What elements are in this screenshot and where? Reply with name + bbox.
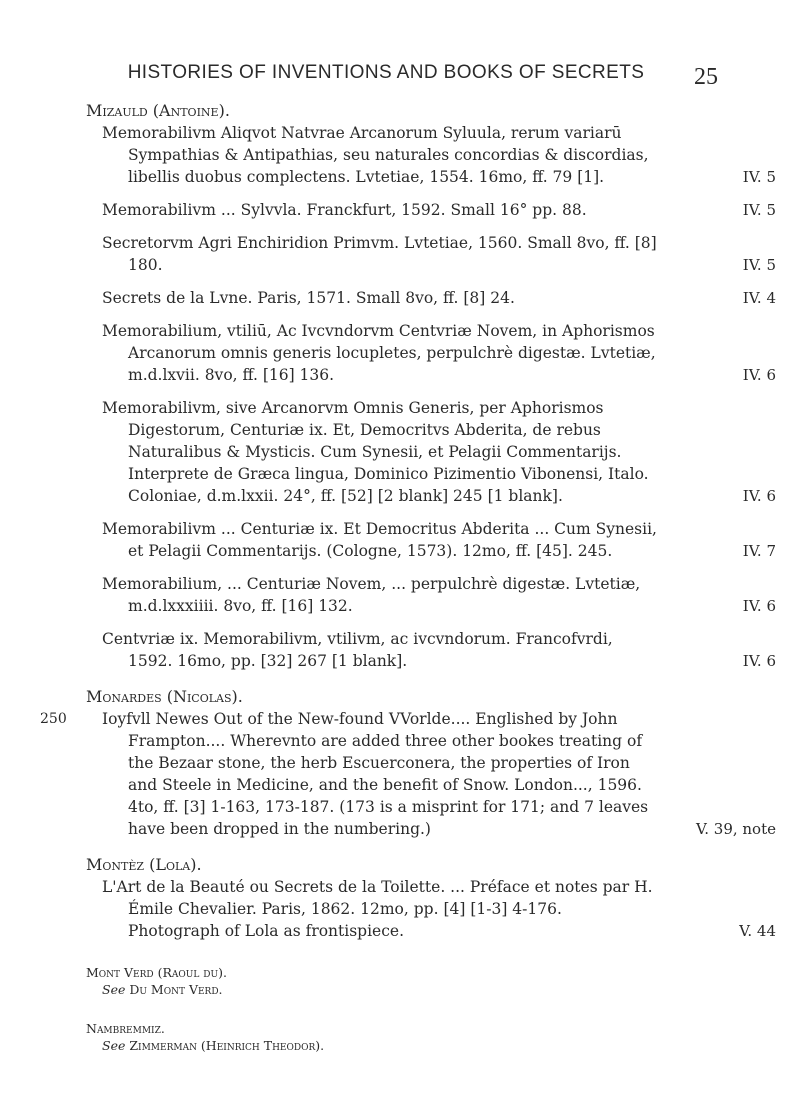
- entry-reference: IV. 6: [742, 366, 776, 384]
- bibliography-entry: 250 Ioyfvll Newes Out of the New-found VVorlde.... Englished by John Frampton.... Wherevnto are added three other bookes treating of the Bezaar stone, the herb Escuerconera, the properties of Iron and Steele in Medicine, and the benefit of Snow. London..., 1596. 4to, ff. [3] 1-163, 173-187. (173 is a misprint for 171; and 7 leaves have been dropped in the numbering.) V. 39, note: [40, 710, 776, 838]
- bibliography-entry: Memorabilivm ... Centuriæ ix. Et Democritus Abderita ... Cum Synesii, et Pelagii Commentarijs. (Cologne, 1573). 12mo, ff. [45]. 245. IV. 7: [102, 520, 776, 560]
- cross-ref-see: See Du Mont Verd.: [102, 982, 223, 997]
- cross-ref-author: Nambremmiz.: [86, 1021, 165, 1036]
- bibliography-entry: Centvriæ ix. Memorabilivm, vtilivm, ac ivcvndorum. Francofvrdi, 1592. 16mo, pp. [32] 267 [1 blank]. IV. 6: [102, 630, 776, 670]
- entry-reference: V. 39, note: [696, 820, 776, 838]
- margin-number: 250: [40, 711, 67, 727]
- cross-ref-author: Mont Verd (Raoul du).: [86, 965, 227, 980]
- entry-reference: IV. 4: [742, 289, 776, 307]
- page-number: 25: [694, 64, 718, 90]
- entry-reference: IV. 5: [742, 168, 776, 186]
- running-header: HISTORIES OF INVENTIONS AND BOOKS OF SECRETS: [127, 62, 645, 83]
- bibliography-entry: Memorabilivm ... Sylvvla. Franckfurt, 1592. Small 16° pp. 88. IV. 5: [102, 201, 776, 219]
- entry-reference: IV. 6: [742, 597, 776, 615]
- bibliography-entry: Memorabilivm, sive Arcanorvm Omnis Generis, per Aphorismos Digestorum, Centuriæ ix. Et, Democritvs Abderita, de rebus Naturalibus & Mysticis. Cum Synesii, et Pelagii Commentarijs. Interprete de Græca lingua, Dominico Pizimentio Vibonensi, Italo. Coloniae, d.m.lxxii. 24°, ff. [52] [2 blank] 245 [1 blank]. IV. 6: [102, 399, 776, 505]
- bibliography-entry: Memorabilium, ... Centuriæ Novem, ... perpulchrè digestæ. Lvtetiæ, m.d.lxxxiiii. 8vo, ff. [16] 132. IV. 6: [102, 575, 776, 615]
- author-heading: Mizauld (Antoine).: [86, 101, 230, 120]
- bibliography-entry: Secrets de la Lvne. Paris, 1571. Small 8vo, ff. [8] 24. IV. 4: [102, 289, 776, 307]
- entry-reference: IV. 7: [742, 542, 776, 560]
- entry-reference: IV. 5: [742, 256, 776, 274]
- entry-reference: IV. 5: [742, 201, 776, 219]
- cross-ref-see: See Zimmerman (Heinrich Theodor).: [102, 1038, 325, 1053]
- bibliography-entry: Memorabilium, vtiliū, Ac Ivcvndorvm Centvriæ Novem, in Aphorismos Arcanorum omnis generis locupletes, perpulchrè digestæ. Lvtetiæ, m.d.lxvii. 8vo, ff. [16] 136. IV. 6: [102, 322, 776, 384]
- entry-reference: IV. 6: [742, 487, 776, 505]
- entry-reference: V. 44: [739, 922, 776, 940]
- bibliography-entry: Secretorvm Agri Enchiridion Primvm. Lvtetiae, 1560. Small 8vo, ff. [8] 180. IV. 5: [102, 234, 776, 274]
- author-heading: Monardes (Nicolas).: [86, 687, 243, 706]
- bibliography-content: [40, 100, 776, 1054]
- author-heading: Montèz (Lola).: [86, 855, 202, 874]
- entry-reference: IV. 6: [742, 652, 776, 670]
- bibliography-entry: Memorabilivm Aliqvot Natvrae Arcanorum Syluula, rerum variarū Sympathias & Antipathias, seu naturales concordias & discordias, libellis duobus complectens. Lvtetiae, 1554. 16mo, ff. 79 [1]. IV. 5: [102, 124, 776, 186]
- bibliography-entry: L'Art de la Beauté ou Secrets de la Toilette. ... Préface et notes par H. Émile Chevalier. Paris, 1862. 12mo, pp. [4] [1-3] 4-176. Photograph of Lola as frontispiece. V. 44: [102, 878, 776, 940]
